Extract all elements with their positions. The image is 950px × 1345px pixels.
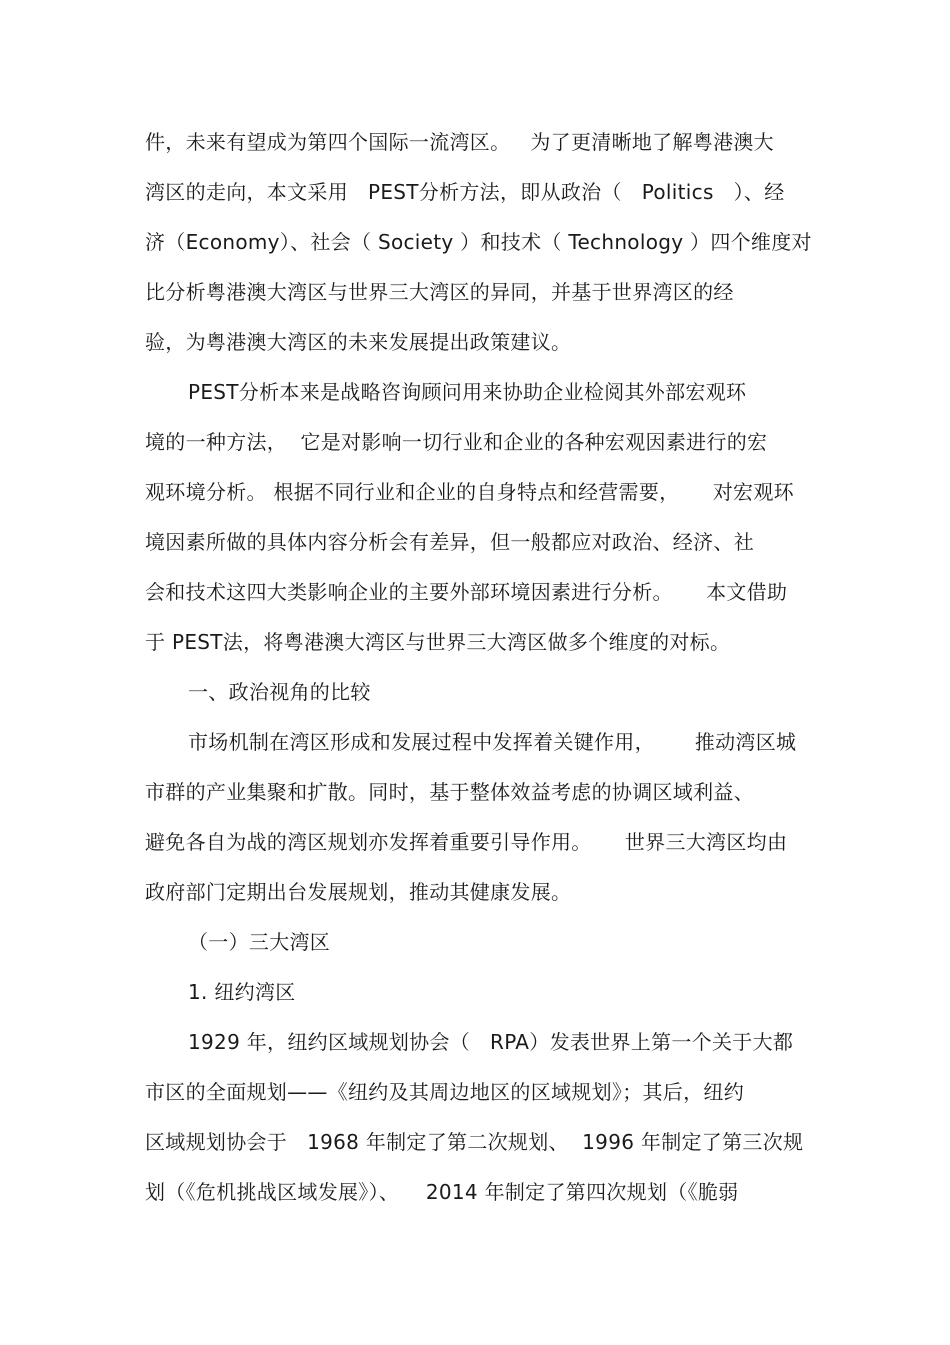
body-text-line: 政府部门定期出台发展规划，推动其健康发展。 [145, 880, 572, 904]
body-text-line: 划（《危机挑战区域发展》）、 2014 年制定了第四次规划（《脆弱 [145, 1180, 739, 1204]
body-text-line: 市区的全面规划——《纽约及其周边地区的区域规划》；其后，纽约 [145, 1080, 744, 1104]
body-text-line: 于 PEST法，将粤港澳大湾区与世界三大湾区做多个维度的对标。 [145, 630, 731, 654]
body-text-line: 境的一种方法， 它是对影响一切行业和企业的各种宏观因素进行的宏 [145, 430, 768, 454]
body-text-line: 会和技术这四大类影响企业的主要外部环境因素进行分析。 本文借助 [145, 580, 788, 604]
body-text-line: 济（Economy）、社会（ Society ）和技术（ Technology ）四个维度对 [145, 230, 812, 254]
body-text-line: 件，未来有望成为第四个国际一流湾区。 为了更清晰地了解粤港澳大 [145, 130, 774, 154]
paragraph-first-line: 市场机制在湾区形成和发展过程中发挥着关键作用， 推动湾区城 [188, 730, 797, 754]
body-text-line: 区域规划协会于 1968 年制定了第二次规划、 1996 年制定了第三次规 [145, 1130, 804, 1154]
body-text-line: 境因素所做的具体内容分析会有差异，但一般都应对政治、经济、社 [145, 530, 754, 554]
section-heading: 一、政治视角的比较 [188, 680, 371, 704]
paragraph-first-line: 1929 年，纽约区域规划协会（ RPA）发表世界上第一个关于大都 [188, 1030, 794, 1054]
subsection-heading: （一）三大湾区 [188, 930, 331, 954]
body-text-line: 观环境分析。 根据不同行业和企业的自身特点和经营需要， 对宏观环 [145, 480, 794, 504]
body-text-line: 比分析粤港澳大湾区与世界三大湾区的异同，并基于世界湾区的经 [145, 280, 734, 304]
body-text-line: 湾区的走向，本文采用 PEST分析方法，即从政治（ Politics ）、经 [145, 180, 785, 204]
body-text-line: 避免各自为战的湾区规划亦发挥着重要引导作用。 世界三大湾区均由 [145, 830, 788, 854]
body-text-line: 市群的产业集聚和扩散。同时，基于整体效益考虑的协调区域利益、 [145, 780, 754, 804]
body-text-line: 验，为粤港澳大湾区的未来发展提出政策建议。 [145, 330, 572, 354]
paragraph-first-line: PEST分析本来是战略咨询顾问用来协助企业检阅其外部宏观环 [188, 380, 747, 404]
subsubsection-heading: 1. 纽约湾区 [188, 980, 296, 1004]
